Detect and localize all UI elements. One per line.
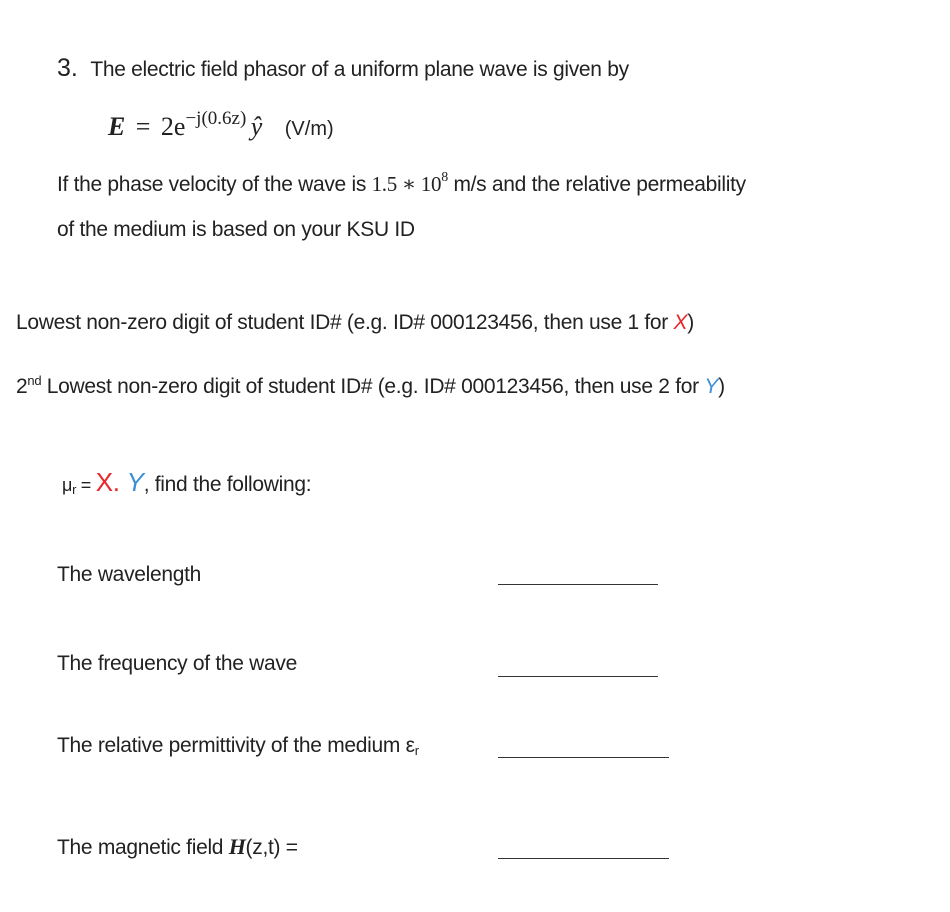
permittivity-sub: r	[414, 743, 419, 758]
equation-equals: =	[135, 112, 151, 141]
item-frequency: The frequency of the wave	[57, 652, 297, 675]
mu-y: Y	[126, 467, 144, 497]
rule2-sup: nd	[27, 373, 42, 388]
mu-dot: .	[112, 467, 127, 497]
equation-symbol: E	[108, 112, 126, 141]
mu-x: X	[95, 467, 113, 497]
mu-rest: , find the following:	[143, 473, 312, 496]
rule1-close: )	[687, 311, 694, 334]
item-magnetic-field	[57, 834, 298, 860]
answer-blank-wavelength[interactable]	[498, 584, 658, 585]
rule-second-lowest-digit	[16, 373, 725, 399]
answer-blank-permittivity[interactable]	[498, 757, 669, 758]
question-intro: The electric field phasor of a uniform plane wave is given by	[90, 58, 629, 81]
equation-coefficient: 2e	[160, 112, 186, 141]
magnetic-H: H	[228, 834, 246, 859]
magnetic-suffix: (z,t) =	[245, 836, 298, 859]
mu-symbol: μ	[62, 475, 73, 495]
answer-blank-frequency[interactable]	[498, 676, 658, 677]
rule2-prefix: 2	[16, 375, 28, 398]
velocity-line	[57, 170, 746, 197]
question-number: 3.	[57, 54, 78, 82]
rule2-var-y: Y	[704, 375, 719, 398]
rule2-text: Lowest non-zero digit of student ID# (e.g. ID# 000123456, then use 2 for	[41, 375, 705, 398]
equation-exponent: −j(0.6z)	[185, 108, 247, 129]
mu-definition	[62, 467, 311, 498]
question-header	[57, 54, 629, 83]
item-wavelength: The wavelength	[57, 563, 202, 586]
rule2-close: )	[718, 375, 725, 398]
item-permittivity	[57, 734, 419, 758]
permittivity-text: The relative permittivity of the medium ε	[57, 734, 415, 757]
rule1-text: Lowest non-zero digit of student ID# (e.g. ID# 000123456, then use 1 for	[16, 311, 674, 334]
equation-units: (V/m)	[284, 118, 334, 140]
equation-unit-vector: ŷ	[250, 112, 263, 141]
field-equation	[108, 108, 334, 142]
medium-line: of the medium is based on your KSU ID	[57, 218, 415, 241]
velocity-line-a: If the phase velocity of the wave is	[57, 173, 372, 196]
rule1-var-x: X	[673, 311, 688, 334]
velocity-exponent: 8	[441, 170, 448, 185]
magnetic-prefix: The magnetic field	[57, 836, 229, 859]
mu-equals: =	[76, 475, 96, 495]
answer-blank-magnetic-field[interactable]	[498, 858, 669, 859]
velocity-line-b: m/s and the relative permeability	[447, 173, 746, 196]
mu-sub: r	[72, 482, 77, 497]
rule-lowest-digit	[16, 311, 694, 335]
velocity-value: 1.5 ∗ 10	[371, 172, 442, 196]
